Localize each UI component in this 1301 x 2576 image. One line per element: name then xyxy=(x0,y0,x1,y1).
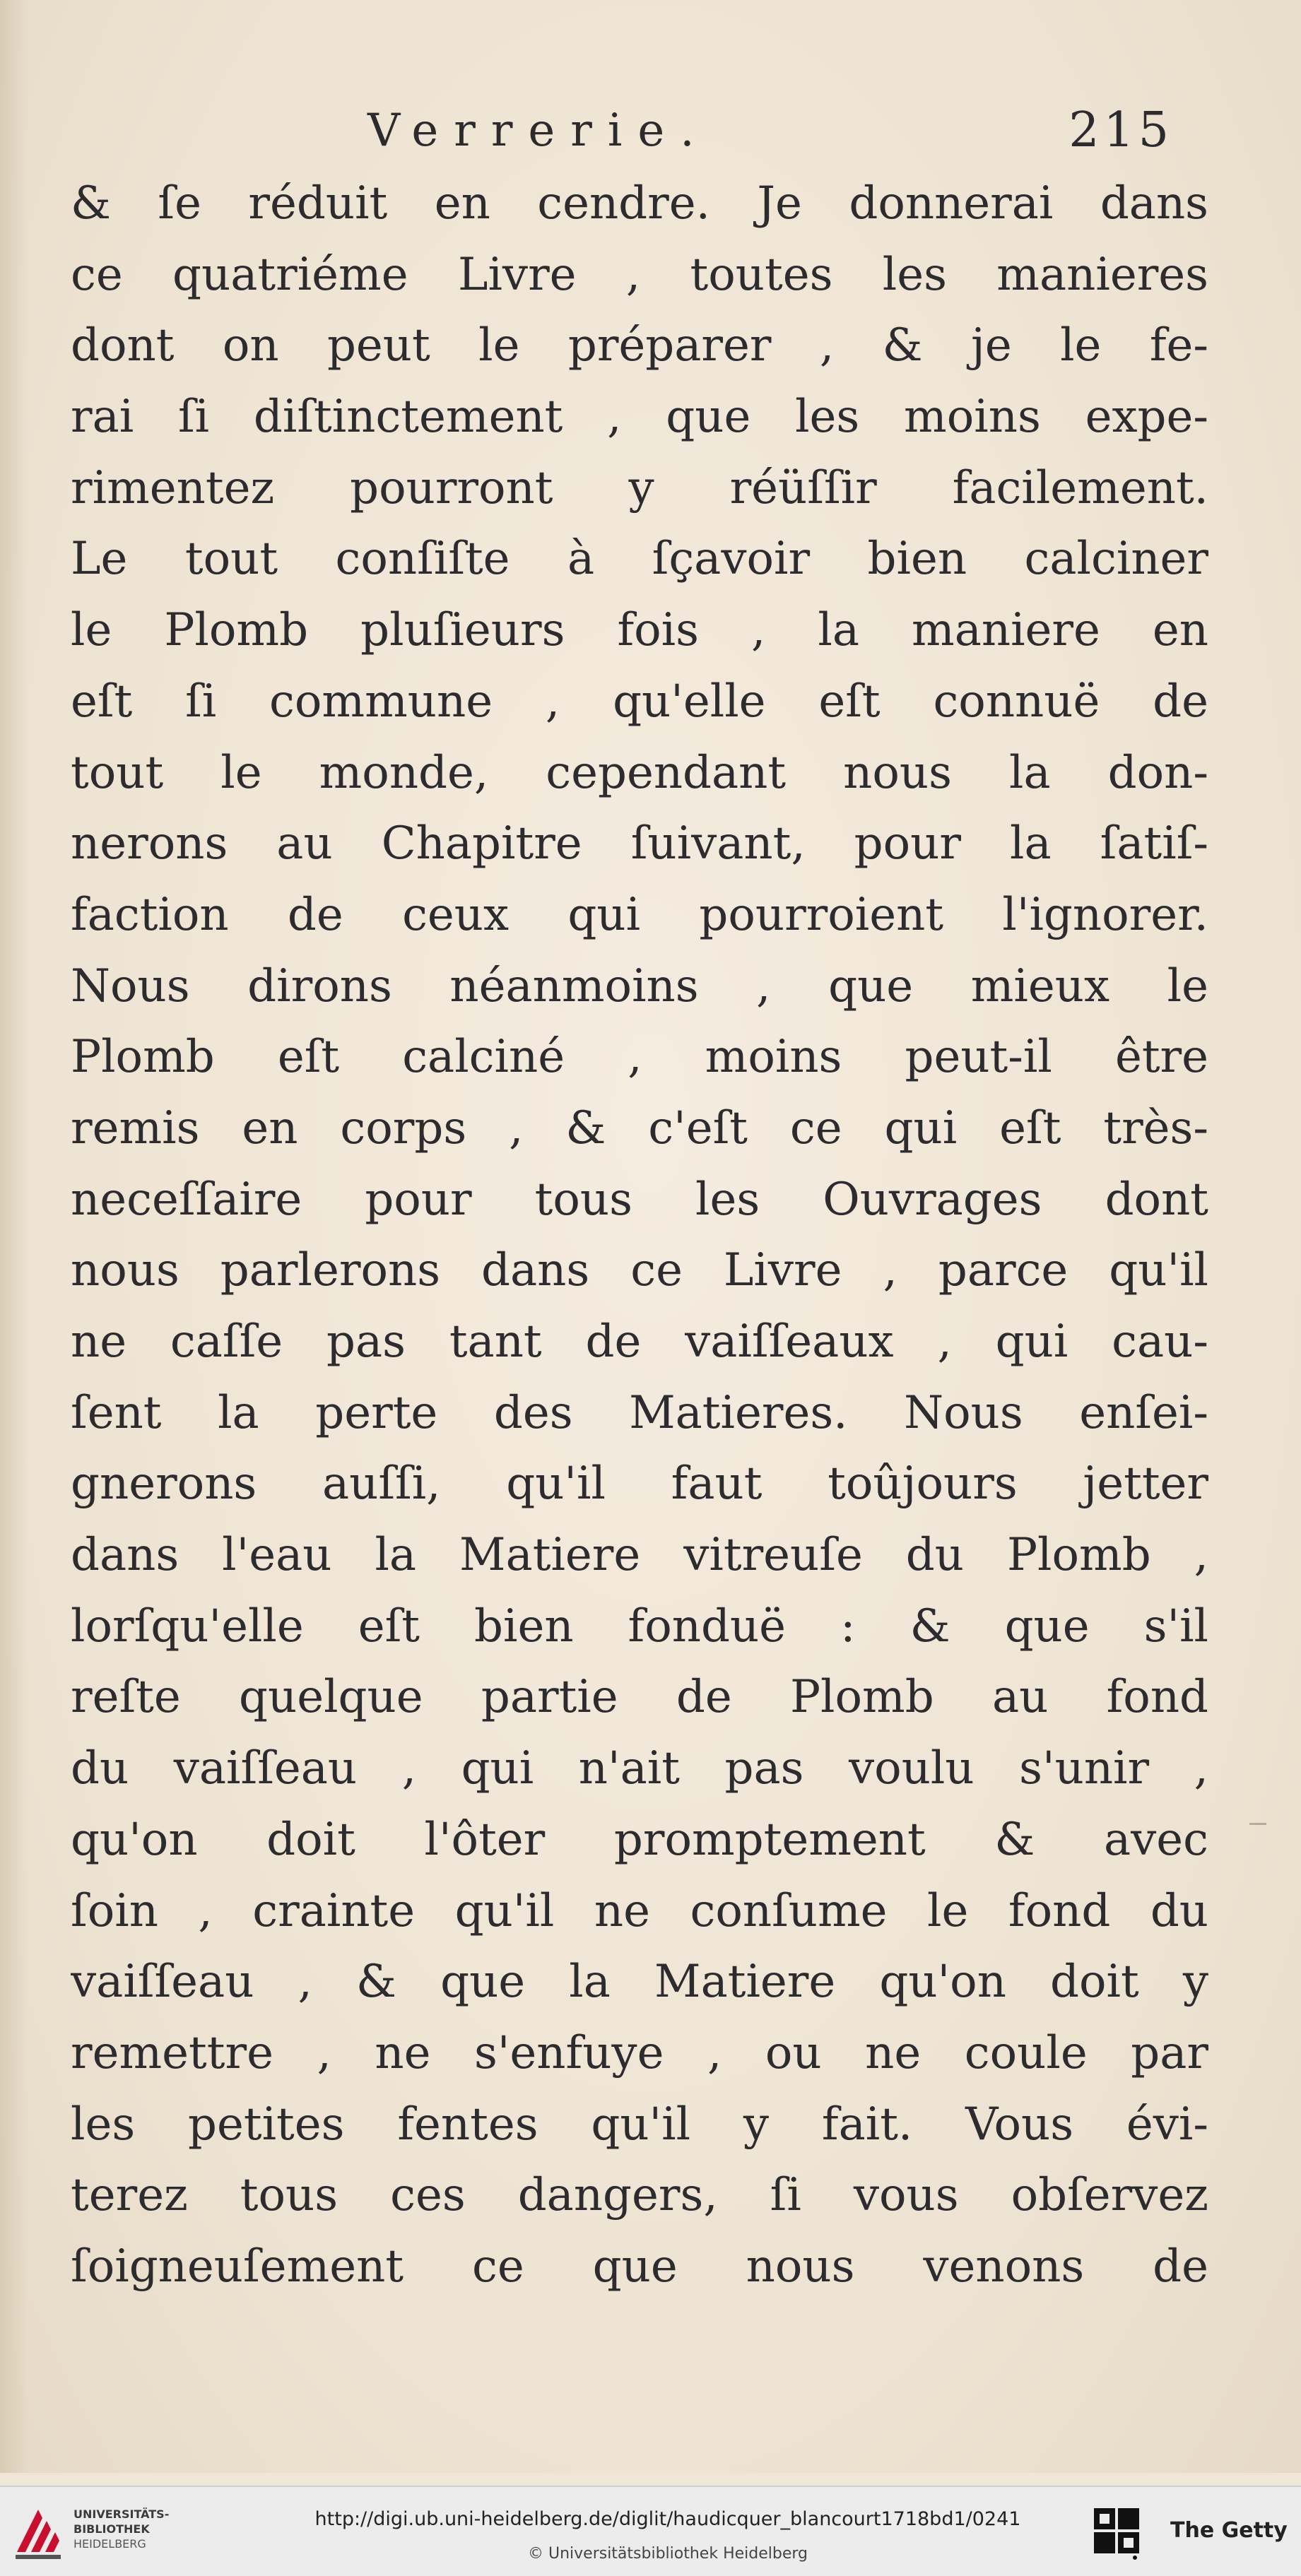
text-line: remettre , ne s'enfuye , ou ne coule par xyxy=(71,2026,1208,2079)
text-line: ne caſſe pas tant de vaiſſeaux , qui cau- xyxy=(71,1316,1208,1368)
text-line: ſoin , crainte qu'il ne conſume le fond du xyxy=(71,1884,1208,1937)
copyright-notice: © Universitätsbibliothek Heidelberg xyxy=(527,2545,808,2563)
text-line: nous parlerons dans ce Livre , parce qu'il xyxy=(71,1244,1208,1297)
text-line: du vaiſſeau , qui n'ait pas voulu s'unir , xyxy=(71,1742,1208,1795)
text-line: ſoigneuſement ce que nous venons de xyxy=(71,2240,1208,2293)
source-url-link[interactable]: http://digi.ub.uni-heidelberg.de/diglit/haudicquer_blancourt1718bd1/0241 xyxy=(314,2508,1021,2530)
library-name-line: BIBLIOTHEK xyxy=(73,2522,150,2536)
text-line: nerons au Chapitre ſuivant, pour la ſatiſ- xyxy=(71,817,1208,870)
running-head xyxy=(367,99,1173,163)
text-line: tout le monde, cependant nous la don- xyxy=(71,746,1208,799)
text-line: les petites fentes qu'il y fait. Vous évi- xyxy=(71,2098,1208,2151)
text-line: & ſe réduit en cendre. Je donnerai dans xyxy=(71,177,1208,230)
text-line: neceſſaire pour tous les Ouvrages dont xyxy=(71,1173,1208,1226)
library-name-line: UNIVERSITÄTS- xyxy=(73,2507,170,2521)
page-body-text xyxy=(71,168,1208,2303)
text-line: terez tous ces dangers, ſi vous obſervez xyxy=(71,2169,1208,2222)
text-line: eſt ſi commune , qu'elle eſt connuë de xyxy=(71,675,1208,728)
text-line: rimentez pourront y réüſſir facilement. xyxy=(71,461,1208,514)
text-line: faction de ceux qui pourroient l'ignorer. xyxy=(71,888,1208,941)
text-line: Nous dirons néanmoins , que mieux le xyxy=(71,959,1208,1012)
footer-bar xyxy=(0,2486,1301,2576)
text-line: vaiſſeau , & que la Matiere qu'on doit y xyxy=(71,1956,1208,2009)
university-library-logo-icon xyxy=(10,2503,66,2563)
text-line: le Plomb pluſieurs fois , la maniere en xyxy=(71,604,1208,657)
library-name xyxy=(73,2507,215,2551)
margin-mark xyxy=(1249,1823,1266,1825)
text-line: ſent la perte des Matieres. Nous enſei- xyxy=(71,1386,1208,1439)
text-line: Le tout conſiſte à ſçavoir bien calciner xyxy=(71,533,1208,586)
page-edge-shadow xyxy=(0,0,28,2473)
text-line: ce quatriéme Livre , toutes les manieres xyxy=(71,248,1208,301)
text-line: reſte quelque partie de Plomb au fond xyxy=(71,1671,1208,1724)
library-name-line: HEIDELBERG xyxy=(73,2537,146,2551)
text-line: lorſqu'elle eſt bien fonduë : & que s'il xyxy=(71,1600,1208,1653)
text-line: rai ſi diſtinctement , que les moins expe- xyxy=(71,391,1208,444)
text-line: dont on peut le préparer , & je le fe- xyxy=(71,319,1208,372)
running-title: Verrerie. xyxy=(367,105,710,157)
page-number: 215 xyxy=(1069,102,1173,158)
text-line: dans l'eau la Matiere vitreuſe du Plomb , xyxy=(71,1529,1208,1582)
partner-name: The Getty xyxy=(1170,2518,1288,2543)
text-line: Plomb eſt calciné , moins peut-il être xyxy=(71,1031,1208,1084)
text-line: remis en corps , & c'eſt ce qui eſt très- xyxy=(71,1101,1208,1154)
text-line: qu'on doit l'ôter promptement & avec xyxy=(71,1813,1208,1866)
text-line: gnerons auſſi, qu'il faut toûjours jetter xyxy=(71,1458,1208,1511)
getty-logo-icon xyxy=(1093,2507,1141,2560)
